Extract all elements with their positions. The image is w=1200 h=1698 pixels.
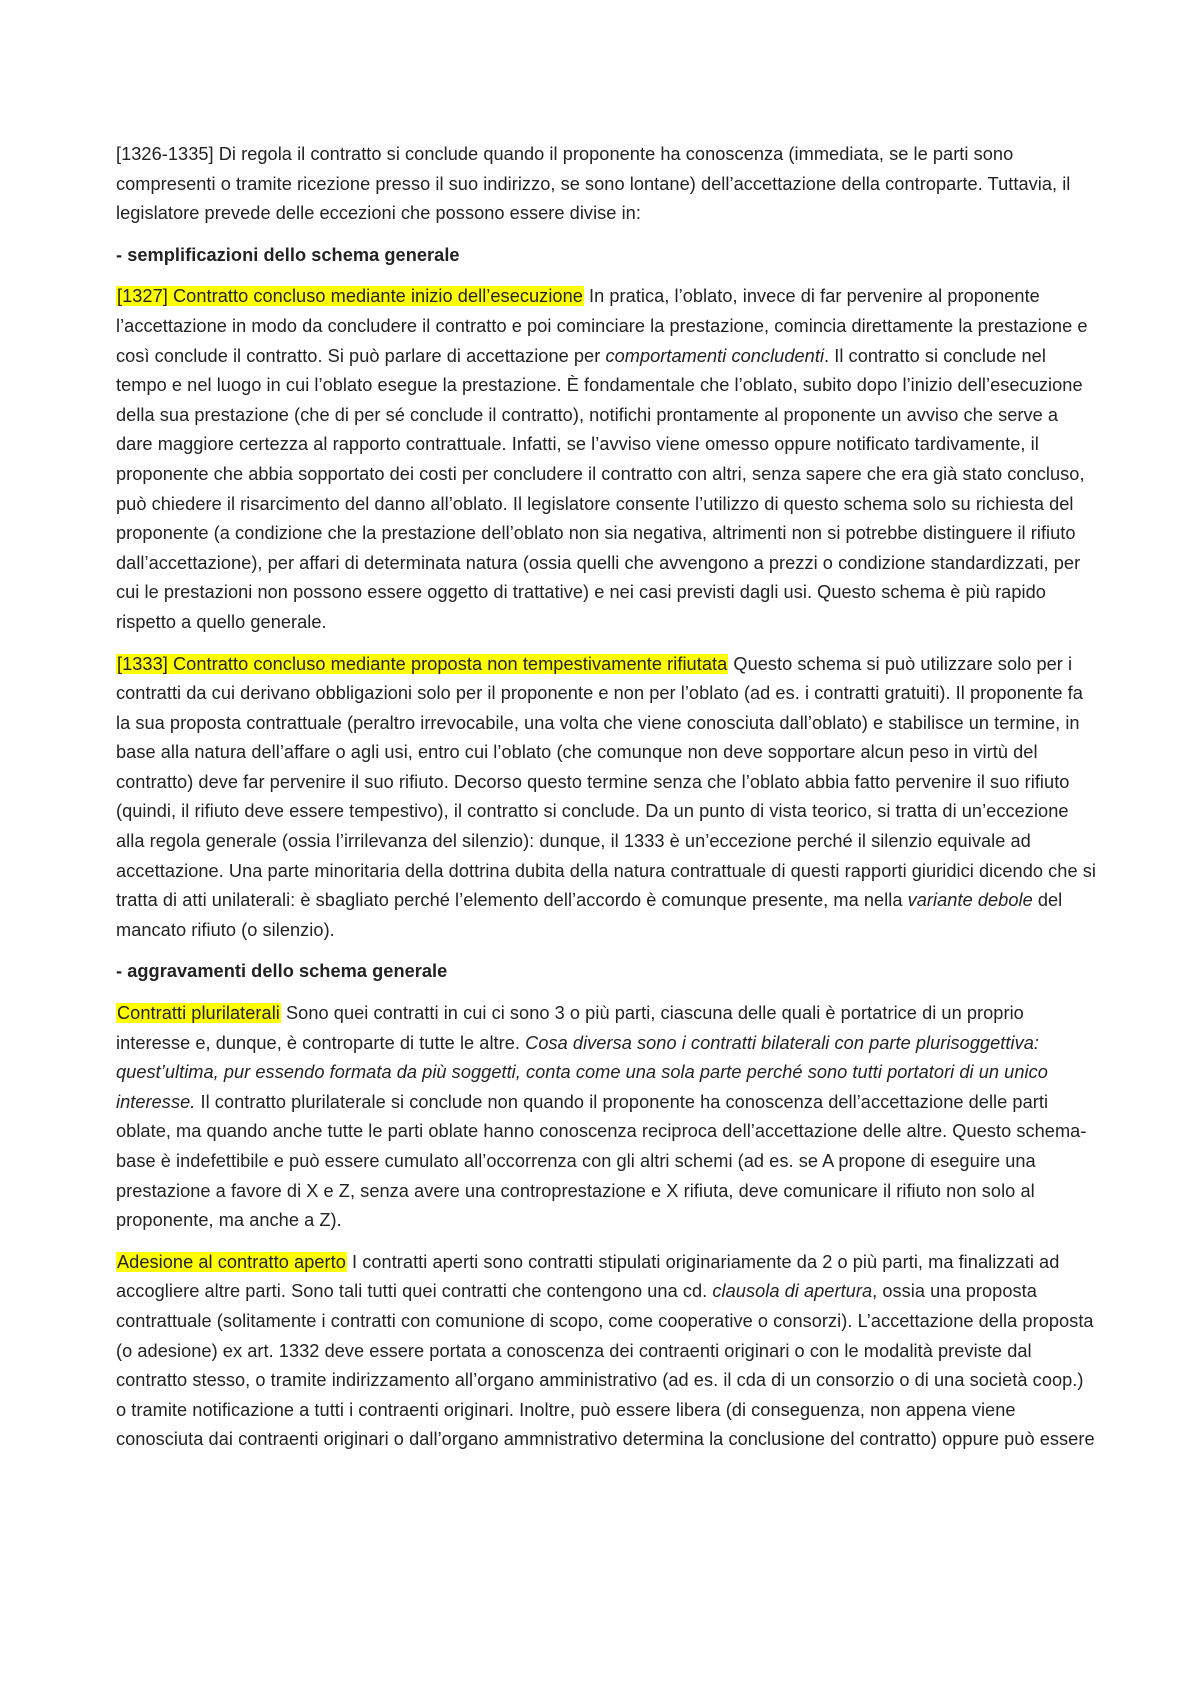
paragraph-1333-text-1: Questo schema si può utilizzare solo per i contratti da cui derivano obbligazioni solo per il proponente e non per l’oblato (ad es. i contratti gratuiti). Il proponente fa la sua proposta contrattuale (peraltro irrevocabile, una volta che viene conosciuta dall’oblato) e stabilisce un termine, in base alla natura dell’affare o agli usi, entro cui l’oblato (che comunque non deve sopportare alcun peso in virtù del contratto) deve far pervenire il suo rifiuto. Decorso questo termine senza che l’oblato abbia fatto pervenire il suo rifiuto (quindi, il rifiuto deve essere tempestivo), il contratto si conclude. Da un punto di vista teorico, si tratta di un’eccezione alla regola generale (ossia l’irrilevanza del silenzio): dunque, il 1333 è un’eccezione perché il silenzio equivale ad accettazione. Una parte minoritaria della dottrina dubita della natura contrattuale di questi rapporti giuridici dicendo che si tratta di atti unilaterali: è sbagliato perché l’elemento dell’accordo è comunque presente, ma nella bbox=[116, 653, 1096, 911]
document-body bbox=[116, 140, 1096, 1467]
paragraph-1327-text-2: . Il contratto si conclude nel tempo e nel luogo in cui l’oblato esegue la prestazione. È fondamentale che l’oblato, subito dopo l’inizio dell’esecuzione della sua prestazione (che di per sé conclude il contratto), notifichi prontamente al proponente un avviso che serve a dare maggiore certezza al rapporto contrattuale. Infatti, se l’avviso viene omesso oppure notificato tardivamente, il proponente che abbia sopportato dei costi per concludere il contratto con altri, senza sapere che era già stato concluso, può chiedere il risarcimento del danno all’oblato. Il legislatore consente l’utilizzo di questo schema solo su richiesta del proponente (a condizione che la prestazione dell’oblato non sia negativa, altrimenti non si potrebbe distinguere il rifiuto dall’accettazione), per affari di determinata natura (ossia quelli che avvengono a prezzi o condizione standardizzati, per cui le prestazioni non possono essere oggetto di trattative) e nei casi previsti dagli usi. Questo schema è più rapido rispetto a quello generale. bbox=[116, 345, 1085, 632]
highlight-contratto-aperto: Adesione al contratto aperto bbox=[117, 1251, 346, 1272]
intro-paragraph: [1326-1335] Di regola il contratto si conclude quando il proponente ha conoscenza (immediata, se le parti sono compresenti o tramite ricezione presso il suo indirizzo, se sono lontane) dell’accettazione della controparte. Tuttavia, il legislatore prevede delle eccezioni che possono essere divise in: bbox=[116, 144, 1071, 224]
highlight-1327: [1327] Contratto concluso mediante inizio dell’esecuzione bbox=[117, 286, 583, 307]
paragraph-contratto-aperto bbox=[116, 1248, 1096, 1455]
paragraph-1327-italic: comportamenti concludenti bbox=[605, 345, 825, 366]
paragraph-1333-text-2: del mancato rifiuto (o silenzio). bbox=[116, 890, 1063, 940]
paragraph-plurilaterali bbox=[116, 999, 1096, 1236]
paragraph-plurilaterali-italic: Cosa diversa sono i contratti bilaterali con parte plurisoggettiva: quest’ultima, pur essendo formata da più soggetti, conta come una sola parte perché sono tutti portatori di un unico interesse. bbox=[116, 1032, 1048, 1112]
paragraph-contratto-aperto-text-1: I contratti aperti sono contratti stipulati originariamente da 2 o più parti, ma finalizzati ad accogliere altre parti. Sono tali tutti quei contratti che contengono una cd. bbox=[116, 1251, 1060, 1302]
paragraph-1327 bbox=[116, 282, 1096, 637]
paragraph-contratto-aperto-text-2: , ossia una proposta contrattuale (solitamente i contratti con comunione di scopo, come cooperative o consorzi). L’accettazione della proposta (o adesione) ex art. 1332 deve essere portata a conoscenza dei contraenti originari o con le modalità previste dal contratto stesso, o tramite indirizzamento all’organo amministrativo (ad es. il cda di un consorzio o di una società coop.) o tramite notificazione a tutti i contraenti originari. Inoltre, può essere libera (di conseguenza, non appena viene conosciuta dai contraenti originari o dall’organo ammnistrativo determina la conclusione del contratto) oppure può essere bbox=[116, 1281, 1095, 1450]
highlight-1333: [1333] Contratto concluso mediante proposta non tempestivamente rifiutata bbox=[117, 653, 728, 674]
highlight-plurilaterali: Contratti plurilaterali bbox=[117, 1003, 280, 1024]
section-heading-aggravamenti: - aggravamenti dello schema generale bbox=[116, 961, 448, 982]
paragraph-contratto-aperto-italic: clausola di apertura bbox=[712, 1281, 873, 1302]
paragraph-plurilaterali-text-1: Sono quei contratti in cui ci sono 3 o più parti, ciascuna delle quali è portatrice di un proprio interesse e, dunque, è controparte di tutte le altre. bbox=[116, 1003, 1024, 1053]
paragraph-1333-italic: variante debole bbox=[907, 890, 1033, 911]
paragraph-1333 bbox=[116, 650, 1096, 946]
section-heading-semplificazioni: - semplificazioni dello schema generale bbox=[116, 244, 460, 265]
paragraph-1327-text-1: In pratica, l’oblato, invece di far pervenire al proponente l’accettazione in modo da concludere il contratto e poi cominciare la prestazione, comincia direttamente la prestazione e così conclude il contratto. Si può parlare di accettazione per bbox=[116, 286, 1088, 366]
paragraph-plurilaterali-text-2: Il contratto plurilaterale si conclude non quando il proponente ha conoscenza dell’accettazione delle parti oblate, ma quando anche tutte le parti oblate hanno conoscenza reciproca dell’accettazione delle altre. Questo schema-base è indefettibile e può essere cumulato all’occorrenza con gli altri schemi (ad es. se A propone di eseguire una prestazione a favore di X e Z, senza avere una controprestazione e X rifiuta, deve comunicare il rifiuto non solo al proponente, ma anche a Z). bbox=[116, 1091, 1087, 1231]
